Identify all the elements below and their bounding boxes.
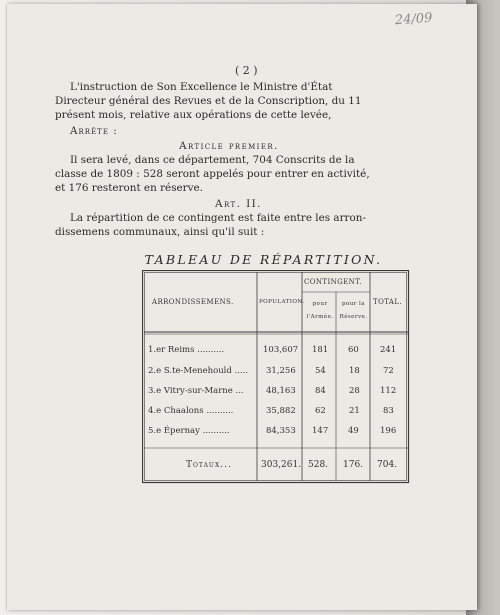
article2-heading: Art. II. <box>215 198 262 210</box>
row-name: 2.e S.te-Menehould ..... <box>148 366 249 376</box>
header-total: TOTAL. <box>373 298 403 306</box>
row-total: 196 <box>380 426 397 436</box>
row-armee: 147 <box>312 426 329 436</box>
header-contingent: CONTINGENT. <box>304 278 362 286</box>
article1-line: classe de 1809 : 528 seront appelés pour entrer en activité, <box>55 168 370 180</box>
article1-heading: Article premier. <box>179 140 279 152</box>
totals-label: Totaux... <box>186 460 232 470</box>
intro-line: Directeur général des Revues et de la Conscription, du 11 <box>55 95 362 107</box>
header-armee: pour l'Armée. <box>306 301 334 320</box>
article2-line: dissemens communaux, ainsi qu'il suit : <box>55 226 265 238</box>
row-population: 48,163 <box>266 386 296 396</box>
row-total: 241 <box>380 345 397 355</box>
row-name: 4.e Chaalons .......... <box>148 406 234 416</box>
page-number: ( 2 ) <box>235 64 258 77</box>
repartition-table <box>142 270 410 484</box>
row-reserve: 49 <box>348 426 359 436</box>
totals-reserve: 176. <box>343 460 364 470</box>
totals-total: 704. <box>377 460 398 470</box>
row-reserve: 21 <box>349 406 360 416</box>
row-reserve: 18 <box>349 366 360 376</box>
row-name: 1.er Reims .......... <box>148 345 225 355</box>
row-armee: 62 <box>315 406 326 416</box>
arrete-label: Arrête : <box>70 125 118 137</box>
header-reserve: pour la Réserve. <box>339 301 368 320</box>
intro-line: L'instruction de Son Excellence le Ministre d'État <box>70 81 333 93</box>
row-population: 84,353 <box>266 426 296 436</box>
row-reserve: 28 <box>349 386 360 396</box>
row-armee: 181 <box>312 345 329 355</box>
article2-line: La répartition de ce contingent est faite entre les arron- <box>70 212 366 224</box>
row-armee: 54 <box>315 366 326 376</box>
row-name: 5.e Épernay .......... <box>148 426 230 436</box>
row-total: 83 <box>383 406 394 416</box>
row-population: 35,882 <box>266 406 296 416</box>
row-armee: 84 <box>315 386 326 396</box>
row-population: 103,607 <box>263 345 299 355</box>
row-total: 72 <box>383 366 394 376</box>
totals-armee: 528. <box>308 460 329 470</box>
header-arrondissements: ARRONDISSEMENS. <box>152 298 234 306</box>
table-title: TABLEAU DE RÉPARTITION. <box>144 252 383 267</box>
intro-line: présent mois, relative aux opérations de cette levée, <box>55 109 332 121</box>
article1-line: Il sera levé, dans ce département, 704 Conscrits de la <box>70 154 355 166</box>
article1-line: et 176 resteront en réserve. <box>55 182 203 194</box>
inventory-mark: 24/09 <box>394 10 433 29</box>
row-name: 3.e Vitry-sur-Marne ... <box>148 386 244 396</box>
header-population: POPULATION. <box>259 299 305 305</box>
document-page <box>6 4 477 610</box>
totals-population: 303,261. <box>261 460 302 470</box>
row-reserve: 60 <box>348 345 359 355</box>
row-population: 31,256 <box>266 366 296 376</box>
row-total: 112 <box>380 386 397 396</box>
